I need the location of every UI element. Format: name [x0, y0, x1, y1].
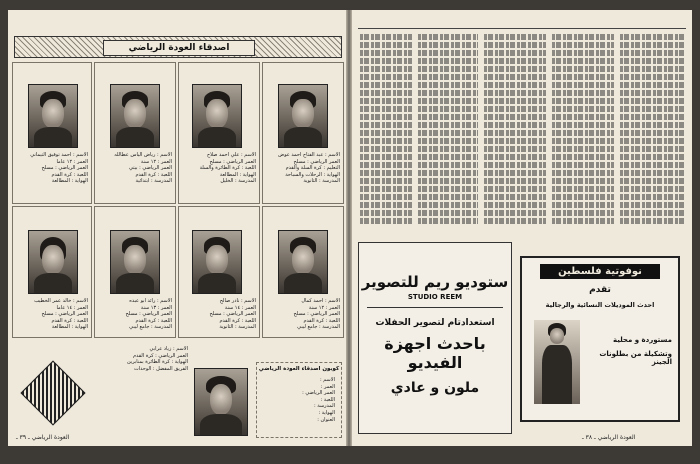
studio-ad-subtitle: STUDIO REEM: [407, 293, 463, 301]
member-info: الاسم : زياد عرابي العمر الرياضي : كرة القدم الهواية : كرة الطائرة بمنابرين الفريق المفضل : الوحدات: [126, 346, 188, 372]
member-info: الاسم : نادر صالح العمر : ١٤ سنة العمر الرياضي : مسلح اللعبة : كرة القدم المدرسة : الثانوية: [209, 298, 256, 331]
member-info: الاسم : رياض الياس عطالله العمر : ١٢ سنة العمر الرياضي : بيتي اللعبة : كرة القدم المدرسة : ابتدائية: [114, 152, 172, 185]
page-footer: العودة الرياضي ـ ٣٨ ـ: [582, 434, 636, 441]
novelty-ad-subtitle: تقدم: [589, 285, 611, 295]
member-photo: [110, 84, 160, 148]
coupon-title: كوبون اصدقاء العودة الرياضي: [258, 366, 340, 372]
member-info: الاسم : رائد ابو عبده العمر : ١٣ سنة العمر الرياضي : مسلح اللعبة : كرة القدم المدرسة : جامع ليبي: [125, 298, 172, 331]
novelty-ad-line-2: مستوردة و محلية: [612, 336, 672, 344]
member-info: الاسم : خالد عمر الخطيب العمر : ١٤ عاما العمر الرياضي : مسلح اللعبة : كرة القدم الهواية : المطالعة: [34, 298, 88, 331]
studio-reem-advertisement: [358, 242, 512, 434]
diamond-ornament: [20, 360, 85, 425]
coupon-fields: الاسم : العمر : العمر الرياضي : اللعبة : المدرسة : الهواية : العنوان :: [302, 377, 335, 423]
page-title: اصدقاء العودة الرياضي: [103, 40, 255, 56]
member-info: الاسم : علي احمد صلاح العمر الرياضي : مسلح اللعبة : كرة الطائرة والسلة الهواية : المطالعة المدرسة : الخليل: [199, 152, 256, 185]
novelty-ad-line-3: وتشكيلة من بطلونات الجينز: [599, 350, 672, 366]
member-photo: [110, 230, 160, 294]
member-photo: [28, 230, 78, 294]
studio-ad-line-3: ملون و عادي: [390, 380, 480, 396]
column-divider: [358, 28, 686, 29]
studio-ad-line-2: باحدث اجهزة الفيديو: [384, 334, 486, 372]
member-photo: [28, 84, 78, 148]
article-column: [484, 34, 546, 230]
studio-ad-line-1: استعدادتام لتصوير الحفلات: [375, 318, 495, 328]
member-photo: [278, 230, 328, 294]
page-footer: العودة الرياضي ـ ٣٩ ـ: [16, 434, 70, 441]
member-photo: [192, 230, 242, 294]
novelty-palestine-advertisement: [520, 256, 680, 422]
article-column: [418, 34, 478, 230]
member-photo: [192, 84, 242, 148]
left-magazine-page: [8, 10, 346, 446]
member-info: الاسم : عبد الفتاح احمد عوض العمر الرياضي : مسلح التعليم : كرة السلة والقدم الهواية : الرحلات والسباحة المدرسة : الثانوية: [278, 152, 340, 185]
member-info: الاسم : احمد توفيق التيماني العمر : ١٢ عاما العمر الرياضي : مسلح اللعبة : كرة القدم الهواية : المطالعة: [30, 152, 88, 185]
right-magazine-page: [352, 10, 692, 446]
novelty-ad-line-1: احدث الموديلات النسائية والرجالية: [545, 301, 655, 309]
article-column: [620, 34, 684, 230]
studio-ad-title: ستوديو ريم للتصوير: [361, 273, 509, 291]
novelty-ad-title: نوفوتية فلسطين: [540, 264, 660, 279]
member-info: الاسم : احمد كمال العمر : ١٢ سنة العمر الرياضي : مسلح اللعبة : كرة القدم المدرسة : جامع ليبي: [293, 298, 340, 331]
model-photo: [534, 320, 580, 404]
article-column: [552, 34, 614, 230]
article-column: [360, 34, 412, 230]
coupon-box: [256, 362, 342, 438]
studio-ad-divider: [367, 307, 503, 308]
member-photo: [278, 84, 328, 148]
member-photo: [194, 368, 248, 436]
